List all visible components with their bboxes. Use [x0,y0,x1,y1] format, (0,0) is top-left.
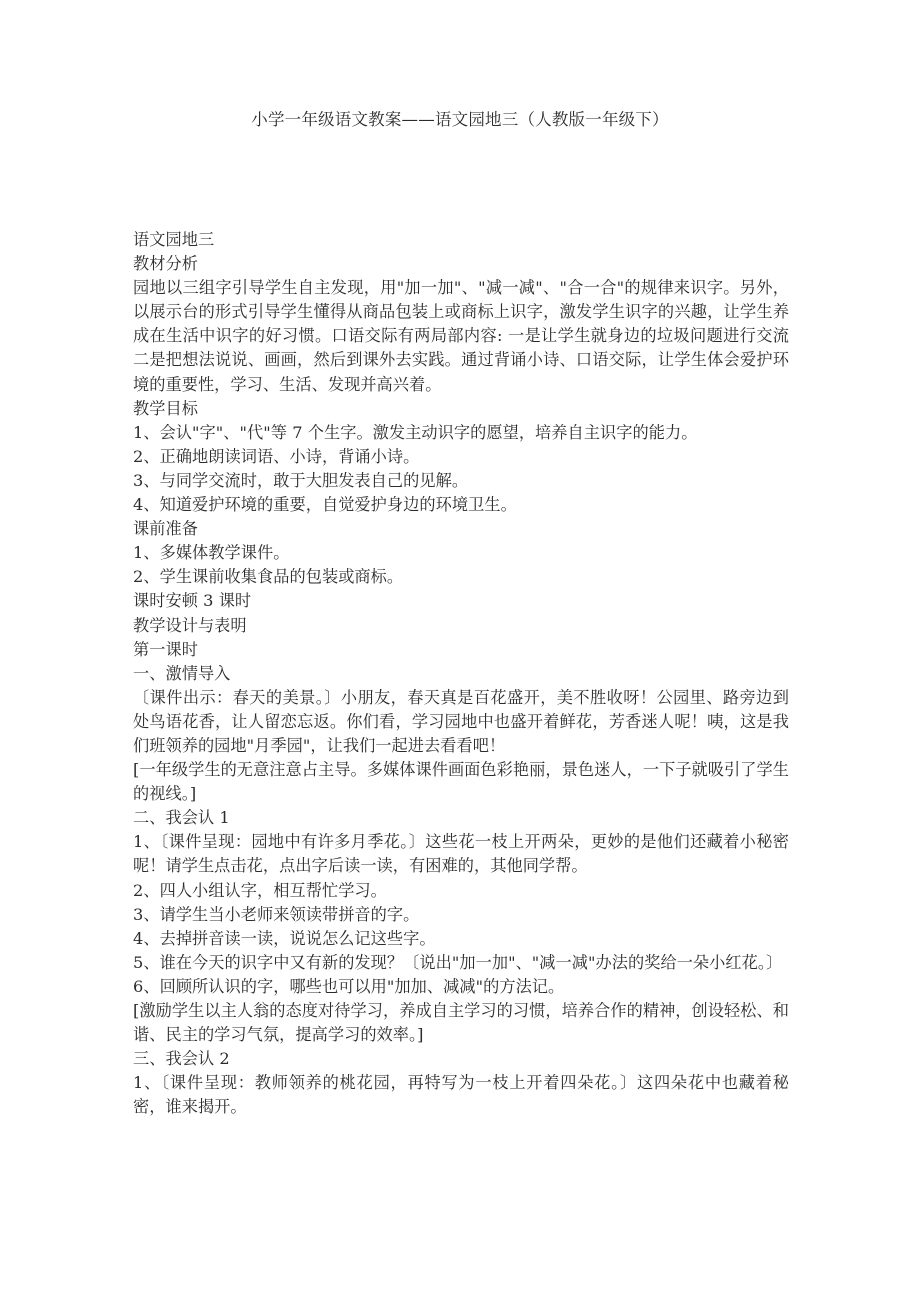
paragraph-schedule: 课时安顿 3 课时 [133,591,252,611]
document-body [133,228,789,1119]
paragraph-preparation-heading: 课前准备 [133,519,198,539]
document-title: 小学一年级语文教案——语文园地三（人教版一年级下） [251,110,669,129]
paragraph-intro-courseware: 〔课件出示：春天的美景。〕小朋友，春天真是百花盛开，美不胜收呀！公园里、路旁边到处鸟语花香，让人留恋忘返。你们看，学习园地中也盛开着鲜花，芳香迷人呢！咦，这是我们班领养的园地"月季园"，让我们一起进去看看吧！ [133,687,789,755]
paragraph-recognize1-step-4: 4、去掉拼音读一读，说说怎么记这些字。 [133,928,436,948]
paragraph-objective-4: 4、知道爱护环境的重要，自觉爱护身边的环境卫生。 [133,495,517,515]
paragraph-section-three-heading: 三、我会认 2 [133,1049,230,1069]
paragraph-section-two-heading: 二、我会认 1 [133,808,230,828]
paragraph-design-heading: 教学设计与表明 [133,615,247,635]
paragraph-objective-3: 3、与同学交流时，敢于大胆发表自己的见解。 [133,470,469,490]
paragraph-preparation-1: 1、多媒体教学课件。 [133,543,290,563]
paragraph-material-analysis-body: 园地以三组字引导学生自主发现，用"加一加"、"减一减"、"合一合"的规律来识字。另外，以展示台的形式引导学生懂得从商品包装上或商标上识字，激发学生识字的兴趣，让学生养成在生活中识字的好习惯。口语交际有两局部内容: 一是让学生就身边的垃圾问题进行交流二是把想法说说、画画，然后到课外去实践。通过背诵小诗、口语交际，让学生体会爱护环境的重要性，学习、生活、发现并高兴着。 [133,278,789,394]
paragraph-recognize1-step-3: 3、请学生当小老师来领读带拼音的字。 [133,904,420,924]
paragraph-objective-1: 1、会认"字"、"代"等 7 个生字。激发主动识字的愿望，培养自主识字的能力。 [133,422,698,442]
paragraph-recognize1-step-1: 1、〔课件呈现：园地中有许多月季花。〕这些花一枝上开两朵，更妙的是他们还藏着小秘密呢！请学生点击花，点出字后读一读，有困难的，其他同学帮。 [133,832,789,876]
paragraph-preparation-2: 2、学生课前收集食品的包装或商标。 [133,567,404,587]
paragraph-intro-note: [一年级学生的无意注意占主导。多媒体课件画面色彩艳丽，景色迷人，一下子就吸引了学生的视线。] [133,760,789,804]
paragraph-section-one-heading: 一、激情导入 [133,663,231,683]
paragraph-recognize1-step-5: 5、谁在今天的识字中又有新的发现？〔说出"加一加"、"减一减"办法的奖给一朵小红花。〕 [133,952,783,972]
paragraph-recognize2-step-1: 1、〔课件呈现：教师领养的桃花园，再特写为一枝上开着四朵花。〕这四朵花中也藏着秘密，谁来揭开。 [133,1073,789,1117]
paragraph-material-analysis-heading: 教材分析 [133,254,198,274]
paragraph-recognize1-step-6: 6、回顾所认识的字，哪些也可以用"加加、减减"的方法记。 [133,976,565,996]
paragraph-period-one-heading: 第一课时 [133,639,198,659]
paragraph-recognize1-note: [激励学生以主人翁的态度对待学习，养成自主学习的习惯，培养合作的精神，创设轻松、和谐、民主的学习气氛，提高学习的效率。] [133,1001,789,1045]
paragraph-recognize1-step-2: 2、四人小组认字，相互帮忙学习。 [133,880,387,900]
paragraph-lesson-unit-heading: 语文园地三 [133,230,215,249]
paragraph-teaching-objectives-heading: 教学目标 [133,398,198,418]
paragraph-objective-2: 2、正确地朗读词语、小诗，背诵小诗。 [133,446,420,466]
